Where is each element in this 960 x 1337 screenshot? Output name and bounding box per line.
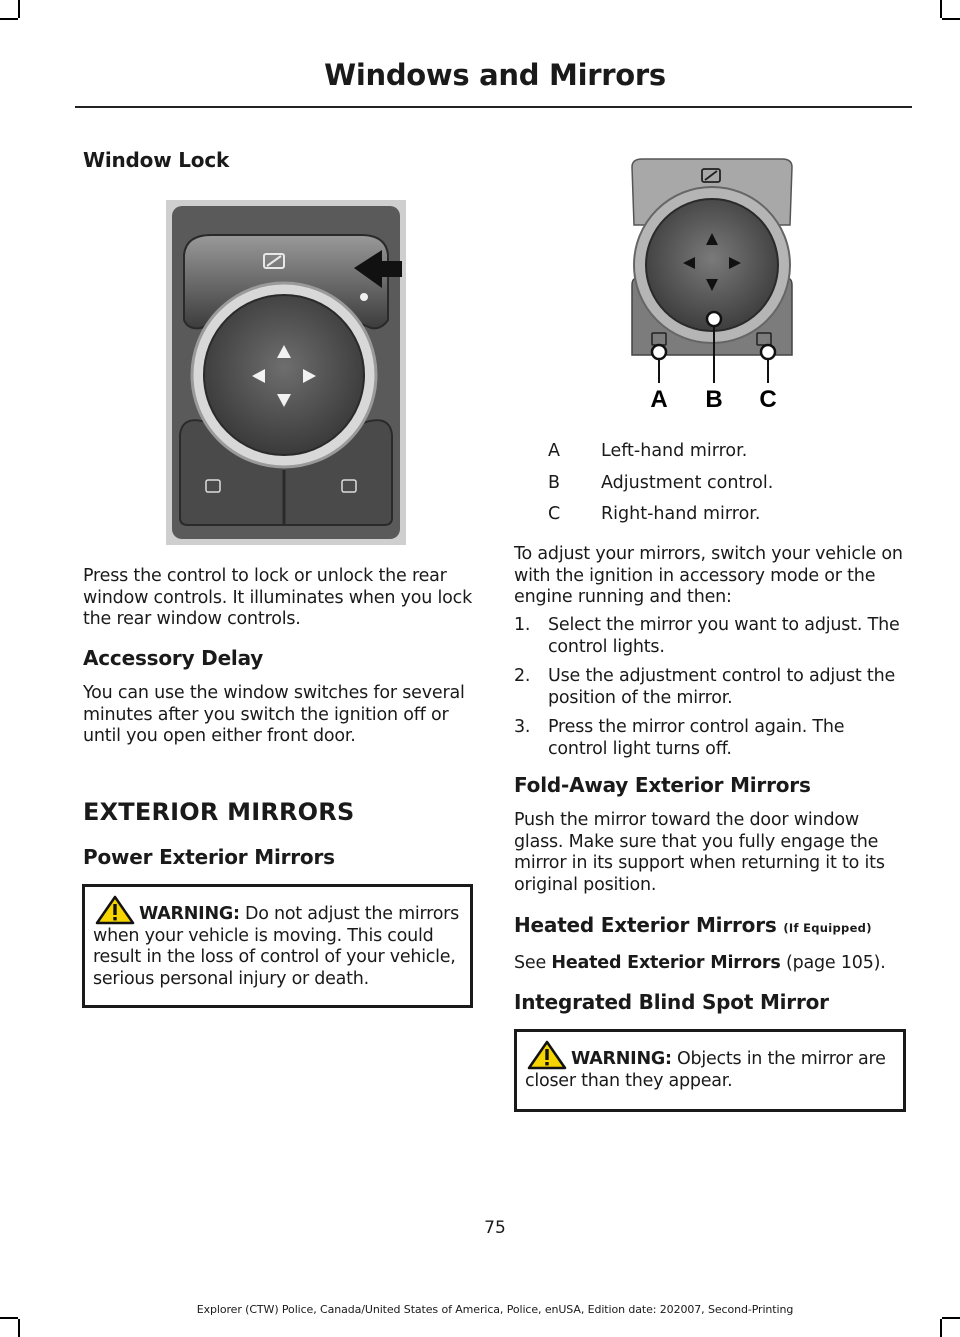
page-title: Windows and Mirrors [324, 58, 666, 92]
callout-c: C [759, 386, 777, 413]
window-lock-body: Press the control to lock or unlock the rear window controls. It illuminates when you lock the rear window controls. [83, 566, 473, 629]
step-text: Press the mirror control again. The control light turns off. [548, 717, 845, 759]
legend-text: Adjustment control. [601, 473, 774, 493]
list-item [514, 717, 908, 760]
legend-letter: A [548, 441, 560, 461]
crop-mark [0, 1317, 18, 1319]
see-text: See [514, 953, 552, 973]
warning-text: Do not adjust the mirrors when your vehicle is moving. This could result in the loss of control of your vehicle, serious personal injury or death. [93, 904, 459, 989]
fold-away-heading: Fold-Away Exterior Mirrors [514, 773, 811, 797]
heated-mirrors-ref [514, 953, 908, 975]
mirror-control-diagram [622, 155, 802, 415]
blind-spot-heading: Integrated Blind Spot Mirror [514, 990, 829, 1014]
power-mirrors-heading: Power Exterior Mirrors [83, 845, 335, 869]
page-ref: (page 105). [780, 953, 886, 973]
crop-mark [942, 1317, 960, 1319]
crop-mark [940, 1319, 942, 1337]
heated-heading-text: Heated Exterior Mirrors [514, 913, 777, 937]
crop-mark [0, 18, 18, 20]
window-lock-switch-image [166, 200, 406, 545]
warning-label: WARNING: [571, 1049, 672, 1069]
power-mirrors-warning-box [82, 884, 473, 1008]
callout-a: A [650, 386, 668, 413]
legend-text: Right-hand mirror. [601, 504, 761, 524]
exterior-mirrors-heading: EXTERIOR MIRRORS [83, 798, 355, 826]
step-text: Use the adjustment control to adjust the position of the mirror. [548, 666, 896, 708]
heated-mirrors-heading [514, 913, 908, 937]
crop-mark [18, 1319, 20, 1337]
step-number: 3. [514, 717, 531, 737]
header-divider [75, 106, 912, 108]
warning-triangle-icon [527, 1040, 567, 1070]
accessory-delay-heading: Accessory Delay [83, 646, 264, 670]
list-item [514, 615, 908, 658]
adjust-intro: To adjust your mirrors, switch your vehicle on with the ignition in accessory mode or the engine running and then: [514, 544, 903, 607]
heated-mirrors-link[interactable]: Heated Exterior Mirrors [551, 953, 781, 973]
edition-footer: Explorer (CTW) Police, Canada/United States of America, Police, enUSA, Edition date: 202007, Second-Printing [196, 1303, 794, 1316]
crop-mark [942, 18, 960, 20]
step-number: 2. [514, 666, 531, 686]
accessory-delay-body: You can use the window switches for several minutes after you switch the ignition off or until you open either front door. [83, 683, 465, 746]
adjust-steps-list [514, 615, 908, 768]
step-text: Select the mirror you want to adjust. The control lights. [548, 615, 900, 657]
callout-b: B [705, 386, 723, 413]
legend-letter: C [548, 504, 561, 524]
fold-away-body: Push the mirror toward the door window glass. Make sure that you fully engage the mirror in its support when returning it to its original position. [514, 810, 885, 895]
blind-spot-warning-box [514, 1029, 906, 1112]
warning-triangle-icon [95, 895, 135, 925]
step-number: 1. [514, 615, 531, 635]
list-item [514, 666, 908, 709]
page-number: 75 [484, 1218, 506, 1238]
crop-mark [940, 0, 942, 18]
legend-letter: B [548, 473, 561, 493]
window-lock-heading: Window Lock [83, 148, 230, 172]
crop-mark [18, 0, 20, 18]
if-equipped-tag: (If Equipped) [783, 921, 872, 935]
warning-text: Objects in the mirror are closer than they appear. [525, 1049, 886, 1091]
legend-text: Left-hand mirror. [601, 441, 748, 461]
warning-label: WARNING: [139, 904, 240, 924]
